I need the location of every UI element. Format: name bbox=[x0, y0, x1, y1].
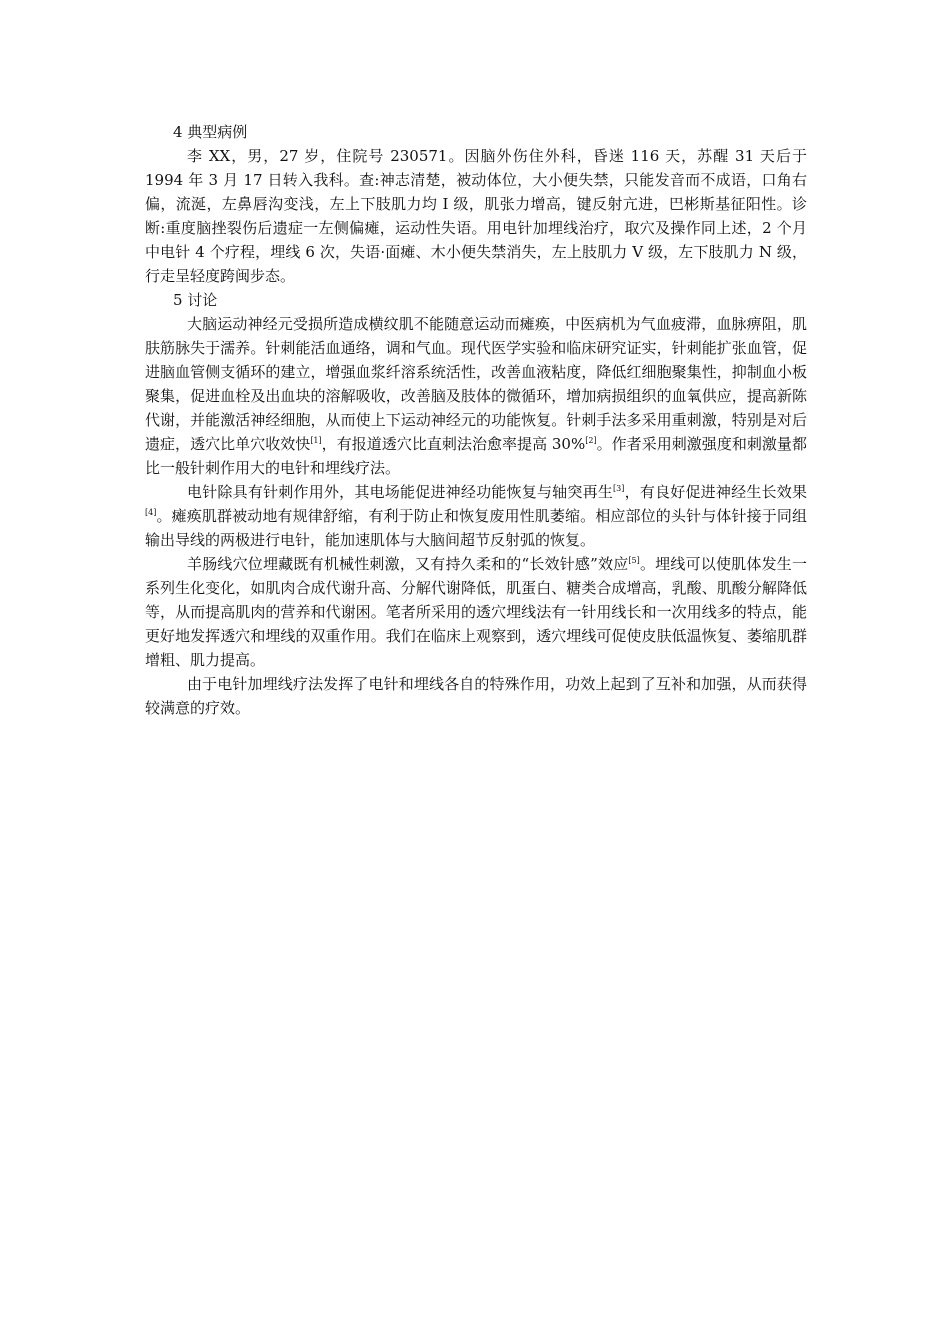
paragraph-text: ，有报道透穴比直刺法治愈率提高 30% bbox=[321, 435, 586, 453]
discussion-paragraph-4: 由于电针加埋线疗法发挥了电针和埋线各自的特殊作用，功效上起到了互补和加强，从而获得较满意的疗效。 bbox=[145, 675, 807, 717]
section-5-heading: 5 讨论 bbox=[173, 291, 218, 309]
discussion-paragraph-1 bbox=[145, 312, 807, 480]
paragraph-text: 羊肠线穴位埋藏既有机械性刺激，又有持久柔和的“长效针感”效应 bbox=[187, 555, 629, 573]
discussion-paragraph-3 bbox=[145, 552, 807, 672]
citation-5: [5] bbox=[628, 556, 640, 565]
citation-1: [1] bbox=[310, 436, 322, 445]
citation-3: [3] bbox=[613, 484, 625, 493]
citation-2: [2] bbox=[585, 436, 597, 445]
paragraph-text: 大脑运动神经元受损所造成横纹肌不能随意运动而瘫痪，中医病机为气血疲滞，血脉痹阻，肌肤筋脉失于濡养。针刺能活血通络，调和气血。现代医学实验和临床研究证实，针刺能扩张血管，促进脑血管侧支循环的建立，增强血浆纤溶系统活性，改善血液粘度，降低红细胞聚集性，抑制血小板聚集，促进血栓及出血块的溶解吸收，改善脑及肢体的微循环，增加病损组织的血氧供应，提高新陈代谢，并能激活神经细胞，从而使上下运动神经元的功能恢复。针刺手法多采用重刺激，特别是对后遗症，透穴比单穴收效快 bbox=[145, 315, 807, 453]
discussion-paragraph-2 bbox=[145, 480, 807, 552]
citation-4: [4] bbox=[145, 508, 157, 517]
section-4-heading: 4 典型病例 bbox=[173, 123, 248, 141]
paragraph-text: 电针除具有针刺作用外，其电场能促进神经功能恢复与轴突再生 bbox=[187, 483, 614, 501]
document-page bbox=[145, 120, 807, 720]
paragraph-text: ，有良好促进神经生长效果 bbox=[624, 483, 807, 501]
paragraph-text: 。埋线可以使肌体发生一系列生化变化，如肌肉合成代谢升高、分解代谢降低，肌蛋白、糖类合成增高，乳酸、肌酸分解降低等，从而提高肌肉的营养和代谢困。笔者所采用的透穴埋线法有一针用线长和一次用线多的特点，能更好地发挥透穴和埋线的双重作用。我们在临床上观察到，透穴埋线可促使皮肤低温恢复、萎缩肌群增粗、肌力提高。 bbox=[145, 555, 807, 669]
case-report-paragraph: 李 XX，男，27 岁，住院号 230571。因脑外伤住外科，昏迷 116 天，苏醒 31 天后于 1994 年 3 月 17 日转入我科。查:神志清楚，被动体位，大小便失禁，只能发音而不成语，口角右偏，流涎，左鼻唇沟变浅，左上下肢肌力均 I 级，肌张力增高，键反射亢进，巴彬斯基征阳性。诊断:重度脑挫裂伤后遗症一左侧偏瘫，运动性失语。用电针加埋线治疗，取穴及操作同上述，2 个月中电针 4 个疗程，埋线 6 次，失语·面瘫、木小便失禁消失，左上肢肌力 V 级，左下肢肌力 N 级，行走呈轻度跨闽步态。 bbox=[145, 147, 807, 285]
paragraph-text: 。瘫痪肌群被动地有规律舒缩，有利于防止和恢复废用性肌萎缩。相应部位的头针与体针接于同组输出导线的两极进行电针，能加速肌体与大脑间超节反射弧的恢复。 bbox=[145, 507, 807, 549]
paragraph-text: 。作者采用刺激强度和刺激量都比一般针刺作用大的电针和埋线疗法。 bbox=[145, 435, 807, 477]
